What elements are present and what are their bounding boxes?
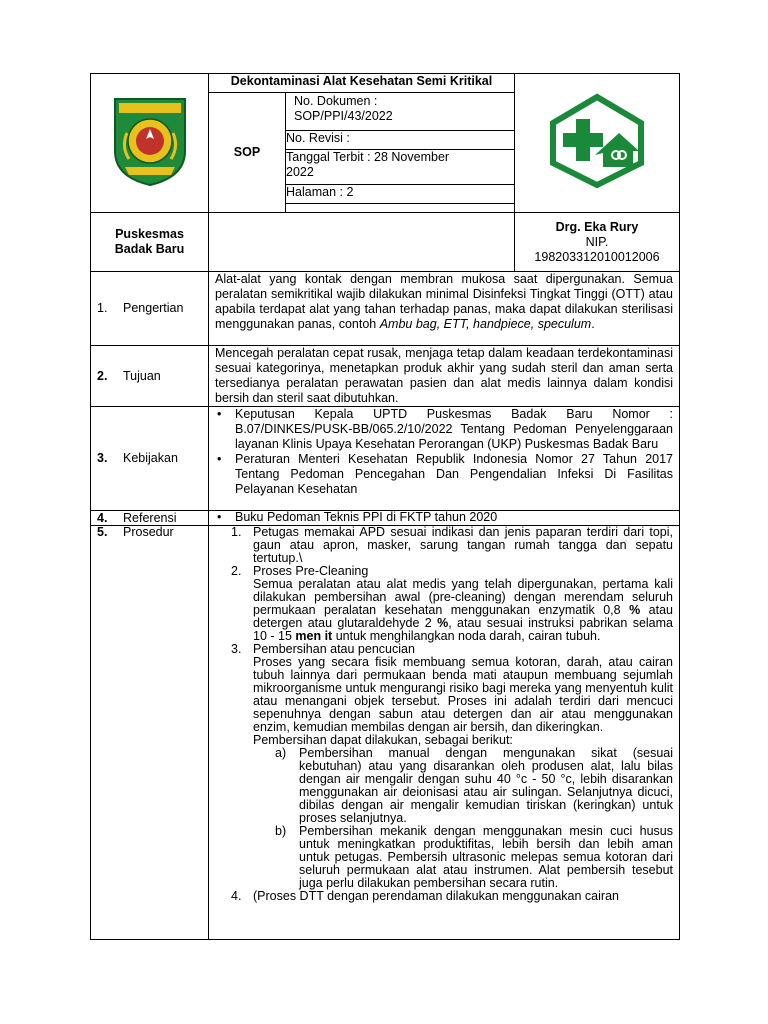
- referensi-list: [209, 511, 673, 524]
- prosedur-steps: [209, 526, 673, 903]
- step-title: Pembersihan atau pencucian: [253, 642, 415, 656]
- puskesmas-logo-icon: [547, 93, 647, 189]
- list-item: • Buku Pedoman Teknis PPI di FKTP tahun 2020: [227, 511, 673, 524]
- section-pengertian-text: Alat-alat yang kontak dengan membran mukosa saat dipergunakan. Semua peralatan semikritikal wajib dilakukan minimal Disinfeksi Tingkat Tinggi (OTT) atau apabila terdapat alat yang tahan terhadap panas, maka dapat dilakukan sterilisasi menggunakan panas, contoh Ambu bag, ETT, handpiece, speculum.: [209, 272, 680, 346]
- section-label-kebijakan: 3. Kebijakan: [91, 407, 209, 511]
- list-item: 3. Pembersihan atau pencucian Proses yang secara fisik membuang semua kotoran, darah, atau cairan tubuh lainnya dari permukaan benda mati ataupun membuang sejumlah mikroorganisme untuk mengurangi risiko bagi mereka yang menyentuh kulit atau menangani objek tersebut. Proses ini adalah terdiri dari mencuci sepenuhnya dengan sabun atau detergen dan air atau menggunakan enzim, kemudian membilas dengan air bersih, dan dikeringkan. Pembersihan dapat dilakukan, sebagai berikut: a) Pembersihan manual dengan mengunakan sikat (sesuai kebutuhan) atau yang disarankan oleh produsen alat, lalu bilas dengan air mengalir dengan suhu 40 °c - 50 °c, lebih disarankan menggunakan air deionisasi atau air sulingan. Selanjutnya dicuci, dibilas dengan air mengalir kemudian tiriskan (keringkan) untuk proses selanjutnya. b) Pembersihan mekanik dengan menggunakan mesin cuci husus untuk meningkatkan produktifitas, lebih bersih dan lebih aman untuk petugas. Pembersih ultrasonic melepas semua kotoran dari seluruh permukaan alat atau instrumen. Alat pembersih tesebut juga perlu dilakukan pembersihan secara rutin.: [231, 642, 673, 890]
- regional-emblem-icon: [107, 93, 193, 189]
- list-item: 2. Proses Pre-Cleaning Semua peralatan atau alat medis yang telah dipergunakan, pertama kali dilakukan pembersihan awal (pre-cleaning) dengan merendam seluruh permukaan peralatan kesehatan menggunakan enzymatik 0,8 % atau detergen atau glutaraldehyde 2 %, atau sesuai instruksi pabrikan selama 10 - 15 men it untuk menghilangkan noda darah, cairan tubuh.: [231, 564, 673, 643]
- list-item: b) Pembersihan mekanik dengan menggunakan mesin cuci husus untuk meningkatkan produktifitas, lebih bersih dan lebih aman untuk petugas. Pembersih ultrasonic melepas semua kotoran dari seluruh permukaan alat atau instrumen. Alat pembersih tesebut juga perlu dilakukan pembersihan secara rutin.: [275, 824, 673, 890]
- kebijakan-list: [209, 407, 673, 497]
- section-tujuan-text: Mencegah peralatan cepat rusak, menjaga tetap dalam keadaan terdekontaminasi sesuai kategorinya, menetapkan produk akhir yang sudah steril dan aman serta tersedianya peralatan perawatan pasien dan alat medis lainnya dalam kondisi bersih dan steril saat dibutuhkan.: [209, 346, 680, 407]
- list-item: • Peraturan Menteri Kesehatan Republik Indonesia Nomor 27 Tahun 2017 Tentang Pedoman Pencegahan Dan Pengendalian Infeksi Di Fasilitas Pelayanan Kesehatan: [227, 452, 673, 497]
- section-label-referensi: 4. Referensi: [91, 511, 209, 526]
- list-item: 1. Petugas memakai APD sesuai indikasi dan jenis paparan terdiri dari topi, gaun atau apron, masker, sarung tangan rumah tangga dan sepatu tertutup.\: [231, 525, 673, 565]
- org-name: Puskesmas Badak Baru: [91, 213, 209, 272]
- puskesmas-logo-cell: [515, 74, 680, 213]
- section-label-pengertian: 1. Pengertian: [91, 272, 209, 346]
- signer-name: Drg. Eka Rury: [555, 219, 639, 234]
- regional-emblem-cell: [91, 74, 209, 213]
- sop-label: SOP: [209, 93, 286, 212]
- signer-nip: 198203312010012006: [534, 249, 660, 264]
- signer-nip-label: NIP.: [585, 234, 609, 249]
- section-label-prosedur: 5. Prosedur: [91, 526, 209, 940]
- page-count: Halaman : 2: [286, 185, 515, 203]
- doc-number-label: No. Dokumen :: [294, 94, 378, 109]
- list-item: • Keputusan Kepala UPTD Puskesmas Badak Baru Nomor : B.07/DINKES/PUSK-BB/065.2/10/2022 Tentang Pedoman Penyelenggaraan layanan Klinis Upaya Kesehatan Perorangan (UKP) Puskesmas Badak Baru: [227, 407, 673, 452]
- document-title: Dekontaminasi Alat Kesehatan Semi Kritikal: [209, 74, 514, 93]
- doc-number-value: SOP/PPI/43/2022: [294, 109, 393, 124]
- section-label-tujuan: 2. Tujuan: [91, 346, 209, 407]
- list-item: a) Pembersihan manual dengan mengunakan sikat (sesuai kebutuhan) atau yang disarankan oleh produsen alat, lalu bilas dengan air mengalir dengan suhu 40 °c - 50 °c, lebih disarankan menggunakan air deionisasi atau air sulingan. Selanjutnya dicuci, dibilas dengan air mengalir kemudian tiriskan (keringkan) untuk proses selanjutnya.: [275, 746, 673, 825]
- step-title: Proses Pre-Cleaning: [253, 564, 369, 578]
- issued-year: 2022: [286, 164, 314, 179]
- cleaning-methods: [253, 747, 673, 890]
- list-item: 4. (Proses DTT dengan perendaman dilakukan menggunakan cairan: [231, 889, 619, 903]
- revision-field: No. Revisi :: [286, 131, 515, 149]
- sop-document: [90, 73, 679, 941]
- sop-table: [90, 73, 680, 940]
- issued-date: Tanggal Terbit : 28 November: [286, 149, 450, 164]
